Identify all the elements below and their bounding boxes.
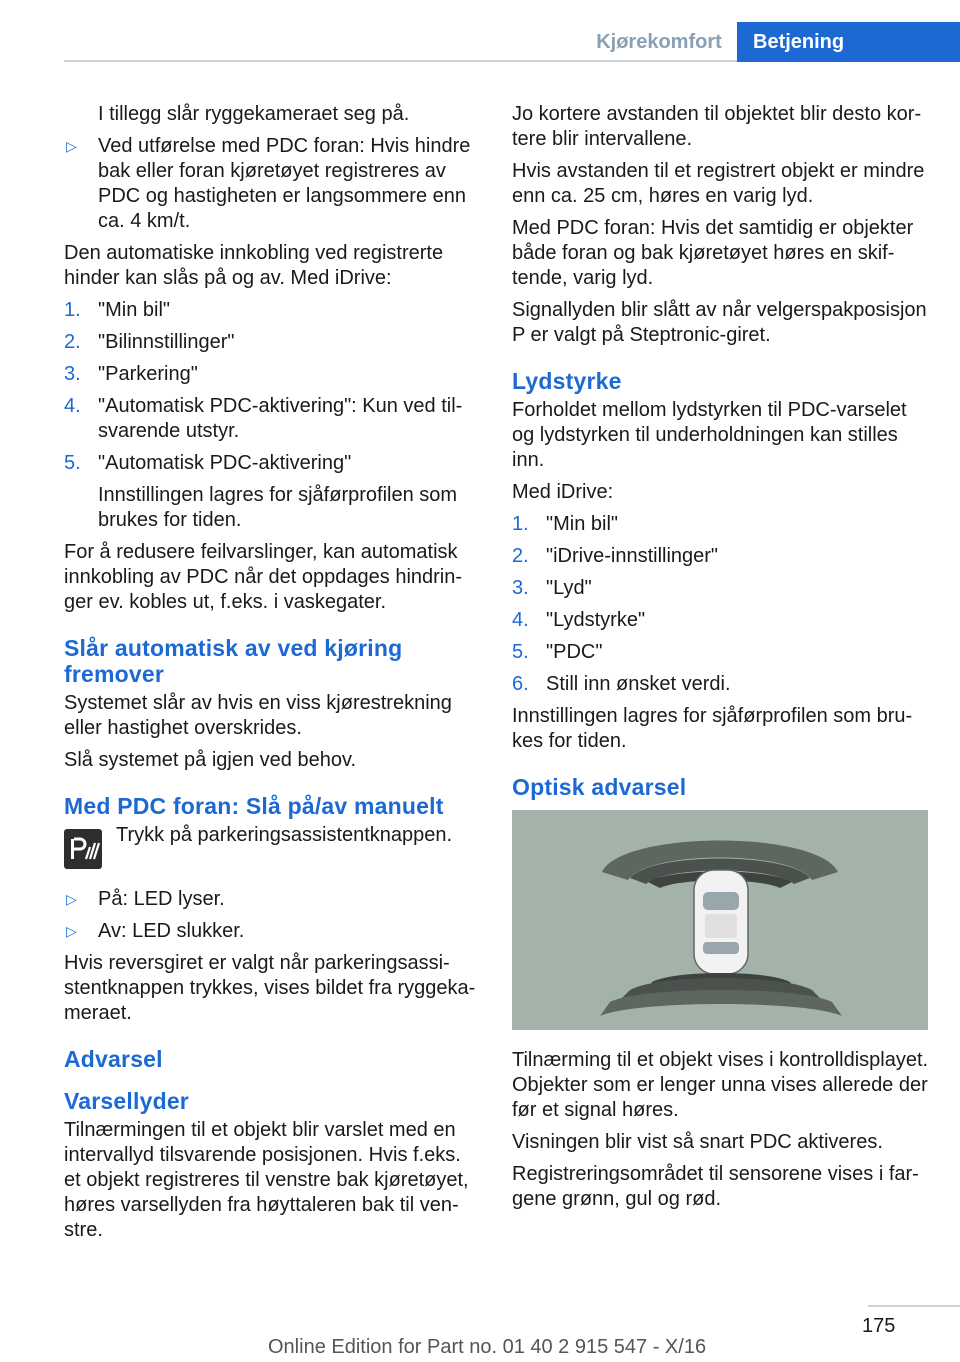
paragraph: For å redusere feilvarslinger, kan automatisk innkobling av PDC når det oppdages hindringer ev. kobles ut, f.eks. i vaskegater.: [64, 541, 463, 613]
list-item: 3. "Parkering": [64, 363, 198, 385]
intro-continuation: I tillegg slår ryggekameraet seg på.: [98, 103, 410, 125]
paragraph: Tilnærming til et objekt vises i kontrolldisplayet. Objekter som er lenger unna vises allerede der før et signal høres.: [512, 1049, 929, 1121]
parking-assistant-button-icon: [64, 829, 102, 869]
rear-sensor-arcs: [600, 973, 842, 1016]
paragraph: Systemet slår av hvis en viss kjørestrekning eller hastighet overskrides.: [64, 692, 452, 739]
right-column: [512, 102, 930, 1219]
paragraph: Tilnærmingen til et objekt blir varslet med en intervallyd tilsvarende posisjonen. Hvis f.eks. et objekt registreres til venstre bak kjøretøyet, høres varsellyden fra høyttaleren bak til venstre.: [64, 1119, 469, 1241]
led-list: [64, 887, 478, 944]
page-number: 175: [862, 1315, 896, 1337]
edition-footer: Online Edition for Part no. 01 40 2 915 547 - X/16: [268, 1336, 707, 1358]
triangle-bullet-icon: ▷: [66, 891, 77, 907]
triangle-bullet-icon: ▷: [66, 923, 77, 939]
icon-caption: Trykk på parkeringsassistentknappen.: [116, 824, 453, 846]
list-item: 4. "Automatisk PDC-aktivering": Kun ved tilsvarende utstyr.: [64, 395, 463, 442]
pdc-display-illustration: [512, 810, 928, 1030]
section-heading: Slår automatisk av ved kjøring fremover: [64, 635, 403, 687]
list-item: 6. Still inn ønsket verdi.: [512, 673, 731, 695]
list-item: 5. "Automatisk PDC-aktivering" Innstillingen lagres for sjåførprofilen som brukes for tiden.: [64, 452, 458, 531]
paragraph: Forholdet mellom lydstyrken til PDC-varselet og lydstyrken til underholdningen kan stilles inn.: [512, 399, 907, 471]
section-subheading: Varsellyder: [64, 1088, 189, 1114]
paragraph: Med PDC foran: Hvis det samtidig er objekter både foran og bak kjøretøyet høres en skiftende, varig lyd.: [512, 217, 914, 289]
list-item: 2. "Bilinnstillinger": [64, 331, 235, 353]
condition-list: [64, 134, 478, 234]
tab-betjening[interactable]: Betjening: [737, 22, 960, 62]
footer-rule: [868, 1305, 960, 1307]
section-heading: Advarsel: [64, 1046, 163, 1072]
paragraph: Slå systemet på igjen ved behov.: [64, 749, 357, 771]
steps-list: [64, 298, 478, 533]
list-item: 4. "Lydstyrke": [512, 609, 646, 631]
list-item: 5. "PDC": [512, 641, 603, 663]
paragraph: Innstillingen lagres for sjåførprofilen som brukes for tiden.: [512, 705, 913, 752]
steps-list: [512, 512, 930, 697]
paragraph: Hvis avstanden til et registrert objekt er mindre enn ca. 25 cm, høres en varig lyd.: [512, 160, 925, 207]
pdc-button-instruction: [64, 823, 478, 867]
list-item: ▷ Ved utførelse med PDC foran: Hvis hindre bak eller foran kjøretøyet registreres av PDC og hastigheten er langsommere enn ca. 4 km/t.: [66, 135, 471, 232]
left-column: [64, 102, 478, 1250]
triangle-bullet-icon: ▷: [66, 138, 77, 154]
paragraph: Med iDrive:: [512, 481, 614, 503]
section-heading: Optisk advarsel: [512, 774, 687, 800]
tab-kjorekomfort[interactable]: Kjørekomfort: [596, 31, 722, 53]
paragraph: Jo kortere avstanden til objektet blir desto kortere blir intervallene.: [512, 103, 922, 150]
section-heading: Lydstyrke: [512, 368, 622, 394]
paragraph: Visningen blir vist så snart PDC aktiveres.: [512, 1131, 883, 1153]
list-item: 1. "Min bil": [512, 513, 618, 535]
list-item: 2. "iDrive-innstillinger": [512, 545, 719, 567]
list-item: ▷ På: LED lyser.: [66, 888, 225, 910]
list-item: 3. "Lyd": [512, 577, 592, 599]
paragraph: Registreringsområdet til sensorene vises i fargene grønn, gul og rød.: [512, 1163, 919, 1210]
car-icon: [694, 870, 748, 974]
list-item: ▷ Av: LED slukker.: [66, 920, 245, 942]
paragraph: Den automatiske innkobling ved registrerte hinder kan slås på og av. Med iDrive:: [64, 242, 444, 289]
paragraph: Hvis reversgiret er valgt når parkeringsassistentknappen trykkes, vises bildet fra ryggekameraet.: [64, 952, 476, 1024]
list-item: 1. "Min bil": [64, 299, 170, 321]
paragraph: Signallyden blir slått av når velgerspakposisjon P er valgt på Steptronic-giret.: [512, 299, 927, 346]
section-heading: Med PDC foran: Slå på/av manuelt: [64, 793, 444, 819]
